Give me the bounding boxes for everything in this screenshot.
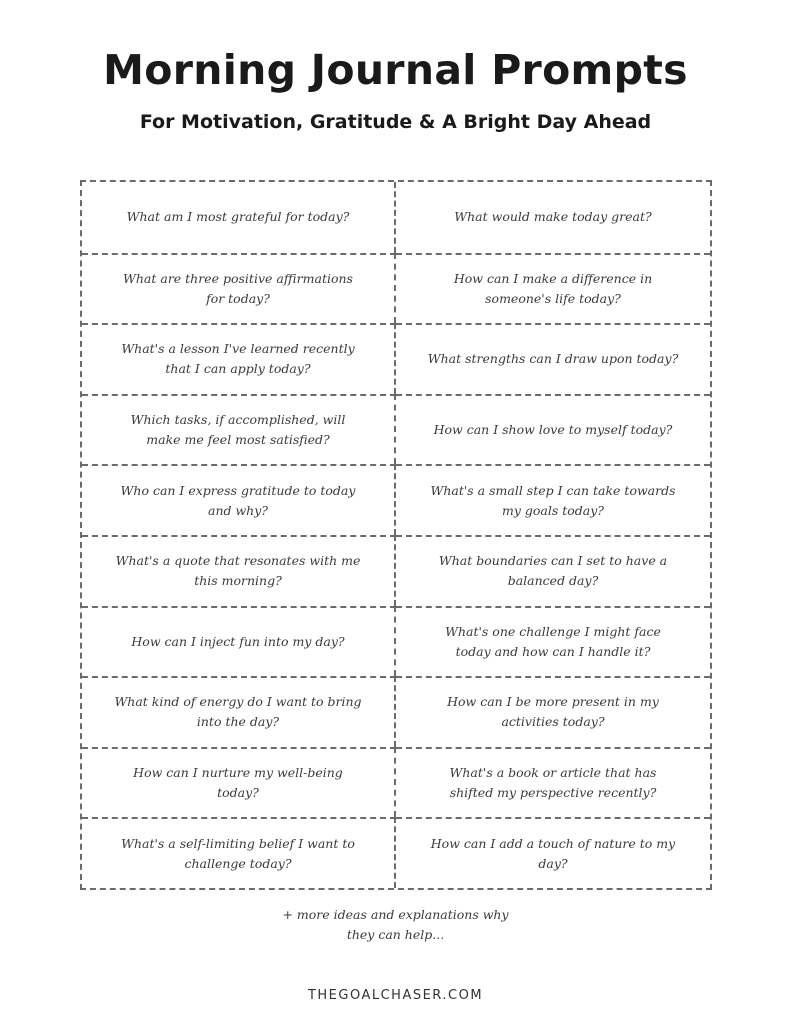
prompt-card: What's a small step I can take towards my goals today? xyxy=(396,464,710,535)
prompt-card: Who can I express gratitude to today and why? xyxy=(82,464,396,535)
more-ideas-line-1: + more ideas and explanations why xyxy=(282,907,509,922)
prompt-card: What kind of energy do I want to bring into the day? xyxy=(82,676,396,747)
prompt-grid xyxy=(80,180,712,890)
prompt-card: How can I make a difference in someone's life today? xyxy=(396,253,710,324)
prompt-card: How can I show love to myself today? xyxy=(396,394,710,465)
site-url: THEGOALCHASER.COM xyxy=(307,988,484,1003)
prompt-card: How can I inject fun into my day? xyxy=(82,606,396,677)
more-ideas-note xyxy=(0,905,791,945)
prompt-card: How can I add a touch of nature to my day? xyxy=(396,817,710,888)
prompt-card: How can I be more present in my activities today? xyxy=(396,676,710,747)
prompt-card: What's a self-limiting belief I want to challenge today? xyxy=(82,817,396,888)
prompt-card: What boundaries can I set to have a balanced day? xyxy=(396,535,710,606)
prompt-card: How can I nurture my well-being today? xyxy=(82,747,396,818)
prompt-card: What's a book or article that has shifted my perspective recently? xyxy=(396,747,710,818)
page-title: Morning Journal Prompts xyxy=(103,46,688,94)
prompt-card: What's a quote that resonates with me this morning? xyxy=(82,535,396,606)
more-ideas-line-2: they can help... xyxy=(346,927,445,942)
prompt-card: What am I most grateful for today? xyxy=(82,182,396,253)
prompt-card: What's a lesson I've learned recently that I can apply today? xyxy=(82,323,396,394)
prompt-card: What would make today great? xyxy=(454,209,652,225)
prompt-card: What's one challenge I might face today and how can I handle it? xyxy=(396,606,710,677)
prompt-card: What are three positive affirmations for today? xyxy=(82,253,396,324)
prompt-card: What strengths can I draw upon today? xyxy=(396,323,710,394)
page-subtitle: For Motivation, Gratitude & A Bright Day Ahead xyxy=(139,111,652,133)
prompt-card: Which tasks, if accomplished, will make me feel most satisfied? xyxy=(82,394,396,465)
